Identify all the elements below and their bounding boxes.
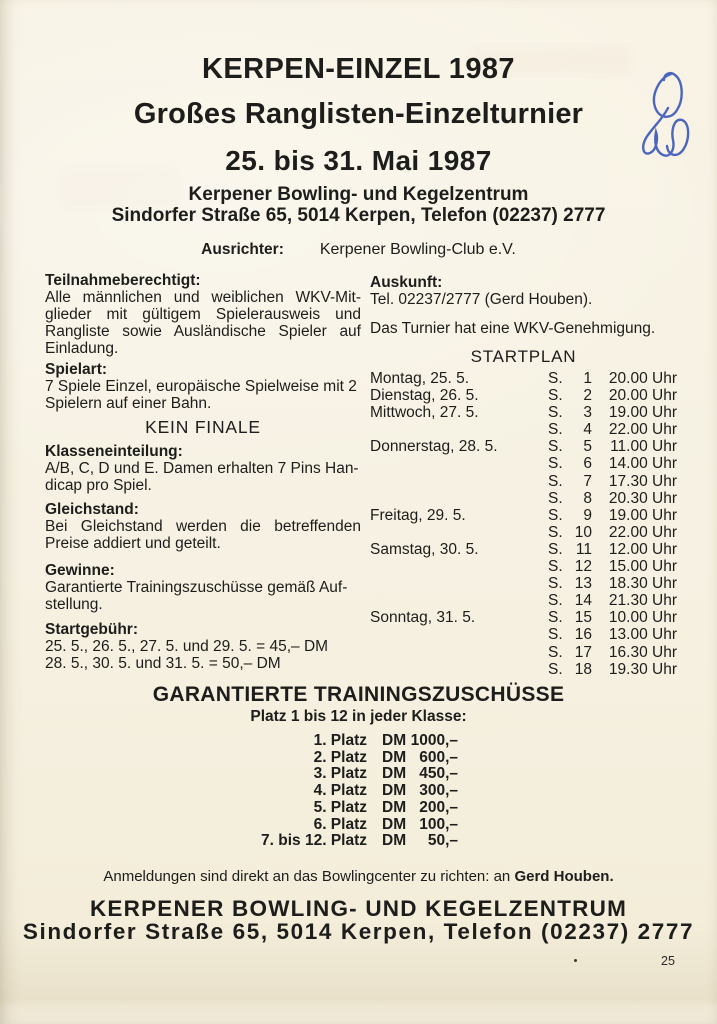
startplan-table [370, 370, 677, 678]
day-cell: Sonntag, 31. 5. [370, 609, 476, 627]
registration-note [0, 868, 717, 885]
section-body-line: Rangliste sowie Ausländische Spieler auf [45, 323, 361, 340]
registration-note-text: Anmeldungen sind direkt an das Bowlingcenter zu richten: an [103, 868, 515, 885]
time-cell: 22.00 Uhr [608, 523, 677, 541]
day-cell: Montag, 25. 5. [370, 370, 470, 387]
footer-center-name: KERPENER BOWLING- UND KEGELZENTRUM [89, 896, 628, 921]
time-cell: 16.30 Uhr [608, 643, 677, 661]
day-cell [370, 575, 548, 592]
section-heading: Teilnahmeberechtigt: [45, 272, 201, 289]
organizer-value: Kerpener Bowling-Club e.V. [319, 241, 516, 258]
series-label: S. [548, 558, 563, 576]
series-label: S. [548, 609, 563, 627]
prizes-table [230, 733, 458, 850]
series-number: 18 [574, 660, 592, 678]
section-body-line: glieder mit gültigem Spielerausweis und [45, 306, 361, 323]
prize-rank: 3. Platz [313, 765, 367, 783]
series-number: 11 [575, 540, 592, 558]
prize-currency: DM [382, 798, 407, 816]
prize-row [230, 783, 458, 800]
startplan-title: STARTPLAN [470, 347, 577, 366]
startplan-row [370, 473, 677, 490]
section-body-line: Spielern auf einer Bahn. [45, 395, 212, 412]
series-number: 15 [574, 609, 592, 627]
time-cell: 13.00 Uhr [608, 626, 677, 644]
series-label: S. [548, 506, 563, 524]
startplan-row [370, 404, 677, 421]
day-cell [370, 626, 548, 643]
day-cell [370, 558, 548, 575]
series-number: 12 [574, 558, 592, 576]
prize-amount: 450,– [419, 765, 458, 783]
section-body-line: Alle männlichen und weiblichen WKV-Mit- [45, 289, 361, 306]
series-label: S. [548, 643, 563, 661]
prize-rank: 7. bis 12. Platz [261, 832, 367, 850]
footer-center-address: Sindorfer Straße 65, 5014 Kerpen, Telefon (02237) 2777 [22, 919, 695, 944]
startplan-row [370, 524, 677, 541]
prize-row [230, 750, 458, 767]
day-cell [370, 524, 548, 541]
time-cell: 18.30 Uhr [608, 575, 677, 593]
day-cell [370, 592, 548, 609]
prize-rank: 2. Platz [313, 748, 367, 766]
no-final-note: KEIN FINALE [145, 417, 261, 437]
time-cell: 20.00 Uhr [608, 387, 677, 405]
venue-name: Kerpener Bowling- und Kegelzentrum [188, 184, 529, 205]
section-entry-fee [45, 621, 361, 672]
prize-rank: 5. Platz [313, 798, 367, 816]
time-cell: 20.30 Uhr [608, 489, 677, 507]
series-label: S. [548, 575, 563, 593]
day-cell [370, 421, 548, 438]
series-number: 9 [583, 506, 592, 524]
prizes-title: GARANTIERTE TRAININGSZUSCHÜSSE [152, 683, 565, 706]
series-label: S. [548, 455, 563, 473]
series-label: S. [548, 421, 563, 439]
startplan-row [370, 507, 677, 524]
section-body-line: Einladung. [45, 340, 119, 357]
prize-row [230, 800, 458, 817]
section-body-line: Preise addiert und geteilt. [45, 535, 221, 552]
info-phone: Tel. 02237/2777 (Gerd Houben). [370, 291, 593, 308]
section-body-line: Bei Gleichstand werden die betreffenden [45, 518, 361, 535]
section-heading: Startgebühr: [45, 621, 138, 638]
startplan-row [370, 558, 677, 575]
time-cell: 11.00 Uhr [610, 438, 677, 456]
prize-amount: 200,– [419, 798, 458, 816]
prize-amount: 600,– [419, 748, 458, 766]
series-number: 14 [574, 592, 592, 610]
document-title: KERPEN-EINZEL 1987 [202, 53, 515, 85]
day-cell: Mittwoch, 27. 5. [370, 404, 479, 422]
prize-currency: DM [382, 782, 407, 800]
series-label: S. [548, 370, 563, 387]
series-number: 10 [574, 523, 592, 541]
startplan-row [370, 490, 677, 507]
series-label: S. [548, 489, 563, 507]
section-heading: Spielart: [45, 361, 108, 378]
day-cell [370, 455, 548, 472]
startplan-row [370, 592, 677, 609]
time-cell: 15.00 Uhr [608, 558, 677, 576]
section-heading: Gewinne: [45, 562, 115, 579]
series-number: 6 [583, 455, 592, 473]
day-cell [370, 490, 548, 507]
time-cell: 19.30 Uhr [608, 660, 677, 678]
startplan-row [370, 541, 677, 558]
day-cell: Dienstag, 26. 5. [370, 387, 479, 405]
time-cell: 19.00 Uhr [608, 506, 677, 524]
prize-amount: 50,– [427, 832, 458, 850]
date-range: 25. bis 31. Mai 1987 [225, 145, 492, 176]
section-tie [45, 501, 361, 552]
series-number: 17 [574, 643, 592, 661]
section-body-line: stellung. [45, 596, 103, 613]
section-eligibility [45, 272, 361, 357]
startplan-row [370, 575, 677, 592]
prize-row [230, 817, 458, 834]
prize-rank: 6. Platz [313, 815, 367, 833]
venue-address: Sindorfer Straße 65, 5014 Kerpen, Telefon (02237) 2777 [111, 205, 606, 226]
series-label: S. [548, 660, 563, 678]
time-cell: 10.00 Uhr [608, 609, 677, 627]
section-heading: Klasseneinteilung: [45, 443, 183, 460]
time-cell: 22.00 Uhr [608, 421, 677, 439]
section-body-line: 28. 5., 30. 5. und 31. 5. = 50,– DM [45, 655, 281, 672]
prize-rank: 1. Platz [313, 732, 367, 749]
series-number: 5 [583, 438, 592, 456]
prizes-subtitle: Platz 1 bis 12 in jeder Klasse: [250, 708, 467, 725]
series-number: 3 [583, 404, 592, 422]
prize-currency: DM [382, 815, 407, 833]
section-body-line: dicap pro Spiel. [45, 477, 152, 494]
time-cell: 12.00 Uhr [608, 540, 677, 558]
series-number: 13 [574, 575, 592, 593]
series-label: S. [548, 472, 563, 490]
document-subtitle: Großes Ranglisten-Einzelturnier [133, 98, 584, 130]
time-cell: 21.30 Uhr [608, 592, 677, 610]
series-label: S. [548, 626, 563, 644]
prize-rank: 4. Platz [313, 782, 367, 800]
prize-amount: 100,– [419, 815, 458, 833]
prize-row [230, 733, 458, 750]
section-body-line: A/B, C, D und E. Damen erhalten 7 Pins Han- [45, 460, 359, 477]
time-cell: 14.00 Uhr [608, 455, 677, 473]
startplan-row [370, 609, 677, 626]
organizer-label: Ausrichter: [201, 241, 284, 258]
startplan-row [370, 626, 677, 643]
series-label: S. [548, 404, 563, 422]
series-number: 16 [574, 626, 592, 644]
paper-speck [574, 959, 577, 962]
info-heading: Auskunft: [370, 274, 443, 291]
startplan-row [370, 421, 677, 438]
day-cell [370, 644, 548, 661]
startplan-row [370, 370, 677, 387]
startplan-row [370, 455, 677, 472]
day-cell: Donnerstag, 28. 5. [370, 438, 498, 456]
startplan-row [370, 644, 677, 661]
day-cell [370, 661, 548, 678]
time-cell: 19.00 Uhr [608, 404, 677, 422]
prize-currency: DM [382, 748, 407, 766]
series-number: 1 [583, 370, 592, 387]
series-label: S. [548, 387, 563, 405]
series-number: 7 [583, 472, 592, 490]
startplan-row [370, 387, 677, 404]
section-prizes-ref [45, 562, 361, 613]
day-cell [370, 473, 548, 490]
series-label: S. [548, 592, 563, 610]
prize-row [230, 833, 458, 850]
series-number: 2 [583, 387, 592, 405]
page-number: 25 [661, 954, 675, 968]
section-body-line: 25. 5., 26. 5., 27. 5. und 29. 5. = 45,– DM [45, 638, 329, 655]
organizer-row [0, 241, 717, 259]
prize-amount: 300,– [419, 782, 458, 800]
prize-currency: DM [382, 832, 407, 850]
series-label: S. [548, 540, 563, 558]
time-cell: 20.00 Uhr [608, 370, 677, 387]
contact-name: Gerd Houben. [514, 868, 614, 885]
startplan-row [370, 438, 677, 455]
prize-currency: DM [382, 732, 407, 749]
info-column [370, 274, 677, 678]
time-cell: 17.30 Uhr [608, 472, 677, 490]
day-cell: Samstag, 30. 5. [370, 540, 479, 558]
startplan-row [370, 661, 677, 678]
approval-note: Das Turnier hat eine WKV-Genehmigung. [370, 320, 656, 337]
conditions-column [45, 272, 361, 672]
section-heading: Gleichstand: [45, 501, 139, 518]
day-cell: Freitag, 29. 5. [370, 506, 466, 524]
section-body-line: Garantierte Trainingszuschüsse gemäß Auf- [45, 579, 348, 596]
series-label: S. [548, 523, 563, 541]
prize-row [230, 766, 458, 783]
series-number: 4 [583, 421, 592, 439]
series-label: S. [548, 438, 563, 456]
prize-currency: DM [382, 765, 407, 783]
section-game-mode [45, 361, 361, 412]
section-body-line: 7 Spiele Einzel, europäische Spielweise mit 2 [45, 378, 357, 395]
section-classes [45, 443, 361, 494]
series-number: 8 [583, 489, 592, 507]
prize-amount: 1000,– [410, 732, 458, 749]
